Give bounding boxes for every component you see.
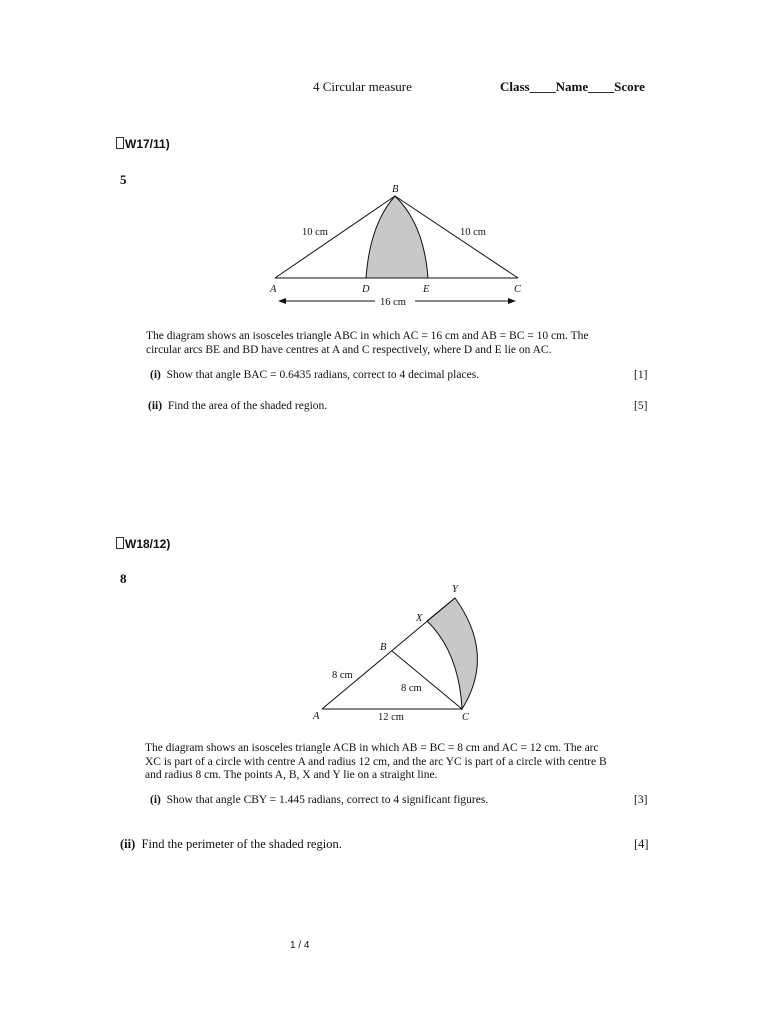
label-b: B (392, 184, 399, 195)
q2-part-ii (120, 837, 342, 852)
question-number: 8 (120, 571, 127, 586)
side-bc (392, 651, 462, 709)
arrow-left-icon (278, 298, 286, 304)
question-source-tag (116, 537, 170, 551)
source-tag-text: W18/12) (125, 537, 171, 551)
q1-text-line-1: The diagram shows an isosceles triangle ABC in which AC = 16 cm and AB = BC = 10 cm. The (146, 330, 589, 342)
triangle-acb-diagram (306, 580, 506, 725)
part-text: Show that angle BAC = 0.6435 radians, correct to 4 decimal places. (166, 369, 480, 381)
part-label: (i) (150, 369, 161, 381)
label-c: C (462, 712, 470, 723)
label-ab-length: 10 cm (302, 227, 328, 238)
q1-text-line-2: circular arcs BE and BD have centres at A and C respectively, where D and E lie on AC. (146, 344, 552, 356)
q2-text-line-2: XC is part of a circle with centre A and radius 12 cm, and the arc YC is part of a circle with centre B (145, 756, 607, 768)
box-glyph-icon (116, 137, 124, 149)
label-ac-length: 16 cm (380, 297, 406, 308)
label-bc-length: 8 cm (401, 683, 422, 694)
label-c: C (514, 284, 522, 295)
line-abxy (322, 598, 455, 709)
label-bc-length: 10 cm (460, 227, 486, 238)
label-y: Y (452, 584, 458, 595)
question-source-tag (116, 137, 170, 151)
part-label: (i) (150, 794, 161, 806)
label-x: X (416, 613, 423, 624)
q2-part-i-marks: [3] (634, 794, 648, 806)
question-number: 5 (120, 172, 127, 187)
q2-part-i (150, 794, 488, 806)
page-number: 1 / 4 (290, 940, 310, 951)
page-title: 4 Circular measure (313, 79, 412, 94)
q2-text-line-1: The diagram shows an isosceles triangle ACB in which AB = BC = 8 cm and AC = 12 cm. The arc (145, 742, 599, 754)
q2-part-ii-marks: [4] (634, 837, 649, 851)
label-d: D (362, 284, 370, 295)
part-label: (ii) (120, 837, 136, 851)
q1-part-i-marks: [1] (634, 369, 648, 381)
part-text: Find the area of the shaded region. (167, 400, 328, 412)
q1-part-ii (148, 400, 327, 412)
shaded-region (366, 196, 428, 278)
label-ab-length: 8 cm (332, 670, 353, 681)
source-tag-text: W17/11) (125, 137, 170, 151)
label-ac-length: 12 cm (378, 712, 404, 723)
part-label: (ii) (148, 400, 163, 412)
label-b: B (380, 642, 387, 653)
box-glyph-icon (116, 537, 124, 549)
part-text: Show that angle CBY = 1.445 radians, correct to 4 significant figures. (166, 794, 489, 806)
label-a: A (313, 711, 320, 722)
q2-text-line-3: and radius 8 cm. The points A, B, X and Y lie on a straight line. (145, 769, 438, 781)
arrow-right-icon (508, 298, 516, 304)
label-e: E (423, 284, 430, 295)
q1-part-ii-marks: [5] (634, 400, 648, 412)
class-name-score-line: Class____Name____Score (500, 79, 645, 94)
triangle-abc-diagram (262, 180, 532, 310)
q1-part-i (150, 369, 479, 381)
label-a: A (270, 284, 277, 295)
part-text: Find the perimeter of the shaded region. (141, 837, 342, 851)
